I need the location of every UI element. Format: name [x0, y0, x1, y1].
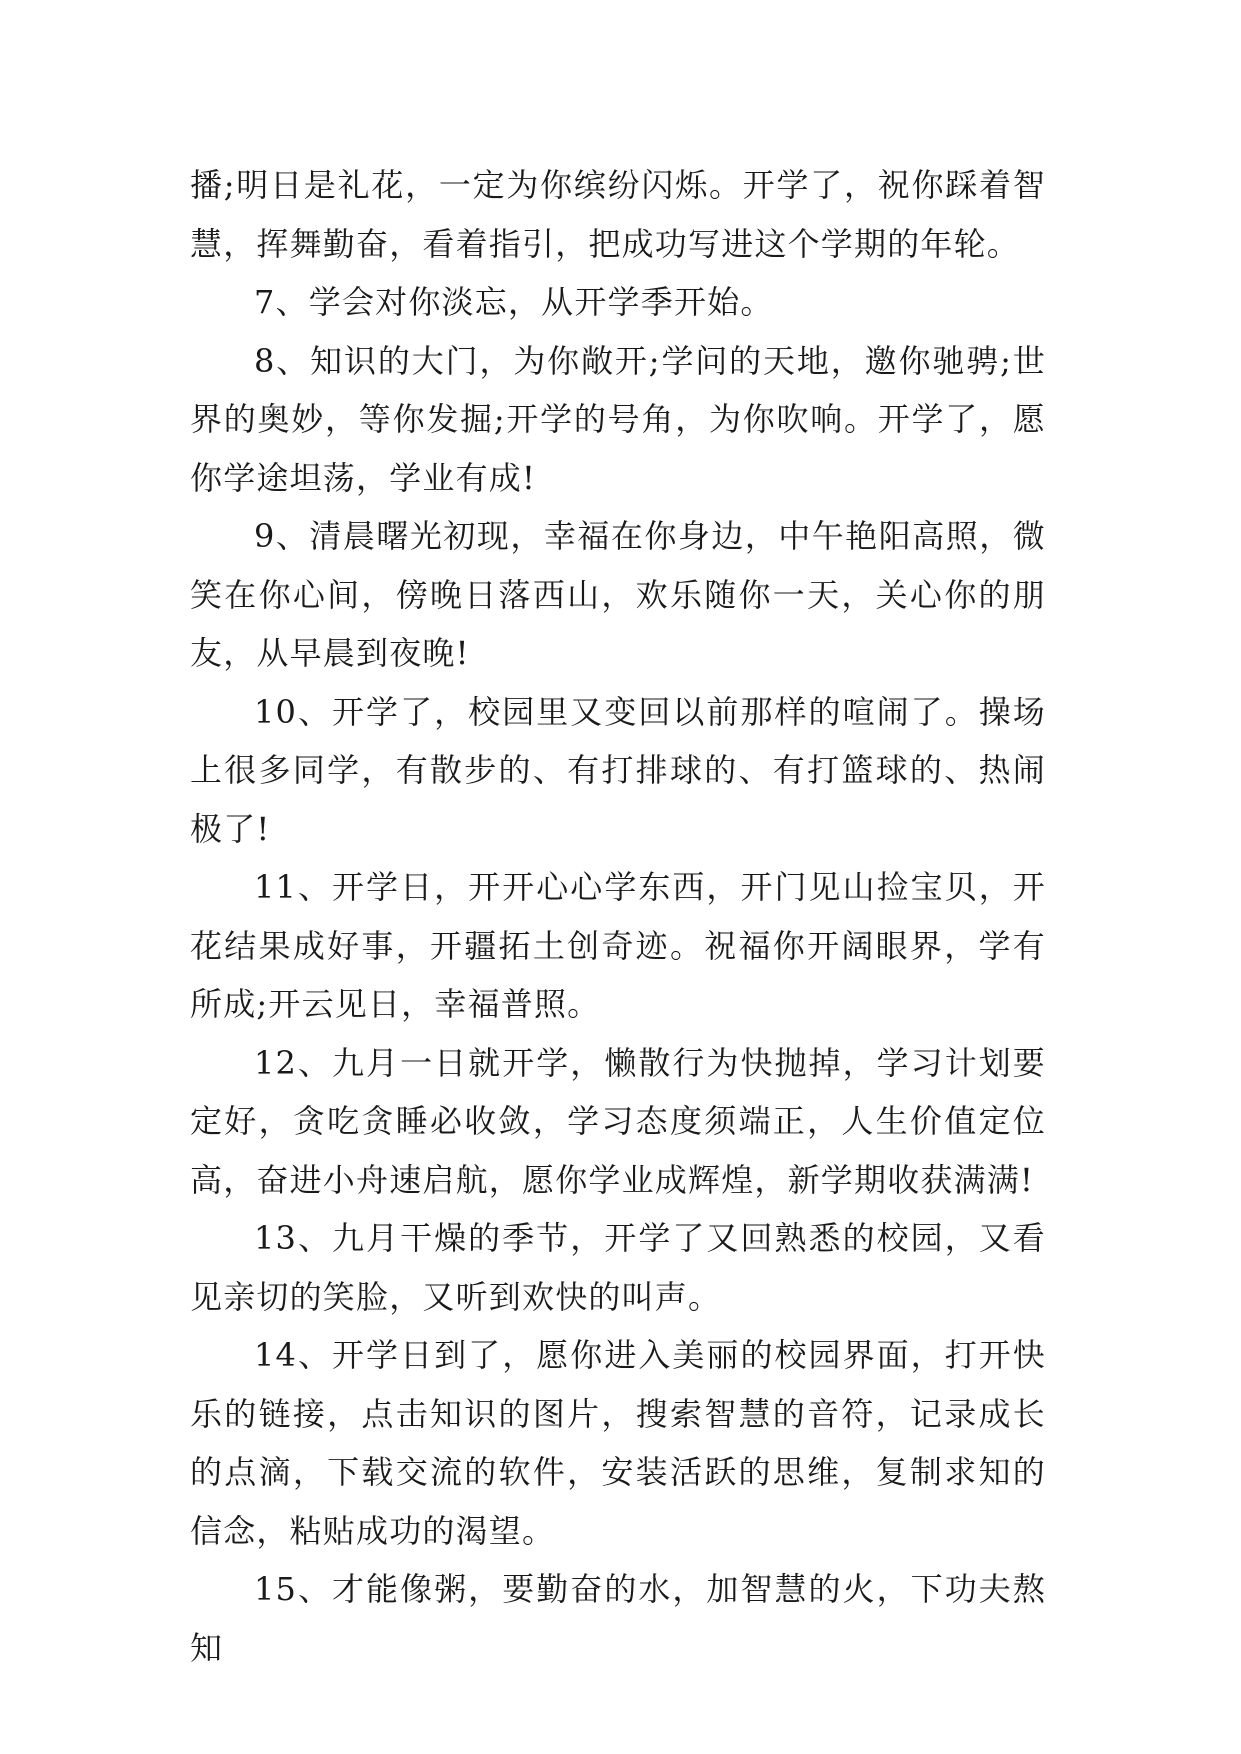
paragraph-14: 14、开学日到了，愿你进入美丽的校园界面，打开快乐的链接，点击知识的图片，搜索智慧的音符，记录成长的点滴，下载交流的软件，安装活跃的思维，复制求知的信念，粘贴成功的渴望。	[190, 1336, 1046, 1550]
paragraph-10: 10、开学了，校园里又变回以前那样的喧闹了。操场上很多同学，有散步的、有打排球的、有打篮球的、热闹极了!	[190, 692, 1046, 848]
paragraph-8: 8、知识的大门，为你敞开;学问的天地，邀你驰骋;世界的奥妙，等你发掘;开学的号角，为你吹响。开学了，愿你学途坦荡，学业有成!	[190, 341, 1046, 497]
paragraph-13: 13、九月干燥的季节，开学了又回熟悉的校园，又看见亲切的笑脸，又听到欢快的叫声。	[190, 1219, 1046, 1316]
paragraph-15: 15、才能像粥，要勤奋的水，加智慧的火，下功夫熬知	[190, 1570, 1046, 1667]
paragraph-12: 12、九月一日就开学，懒散行为快抛掉，学习计划要定好，贪吃贪睡必收敛，学习态度须端正，人生价值定位高，奋进小舟速启航，愿你学业成辉煌，新学期收获满满!	[190, 1043, 1046, 1199]
paragraph-continuation: 播;明日是礼花，一定为你缤纷闪烁。开学了，祝你踩着智慧，挥舞勤奋，看着指引，把成功写进这个学期的年轮。	[190, 166, 1046, 263]
paragraph-11: 11、开学日，开开心心学东西，开门见山捡宝贝，开花结果成好事，开疆拓土创奇迹。祝福你开阔眼界，学有所成;开云见日，幸福普照。	[190, 868, 1046, 1023]
document-body	[190, 156, 1046, 1677]
paragraph-7: 7、学会对你淡忘，从开学季开始。	[254, 283, 774, 321]
paragraph-9: 9、清晨曙光初现，幸福在你身边，中午艳阳高照，微笑在你心间，傍晚日落西山，欢乐随你一天，关心你的朋友，从早晨到夜晚!	[190, 517, 1046, 672]
